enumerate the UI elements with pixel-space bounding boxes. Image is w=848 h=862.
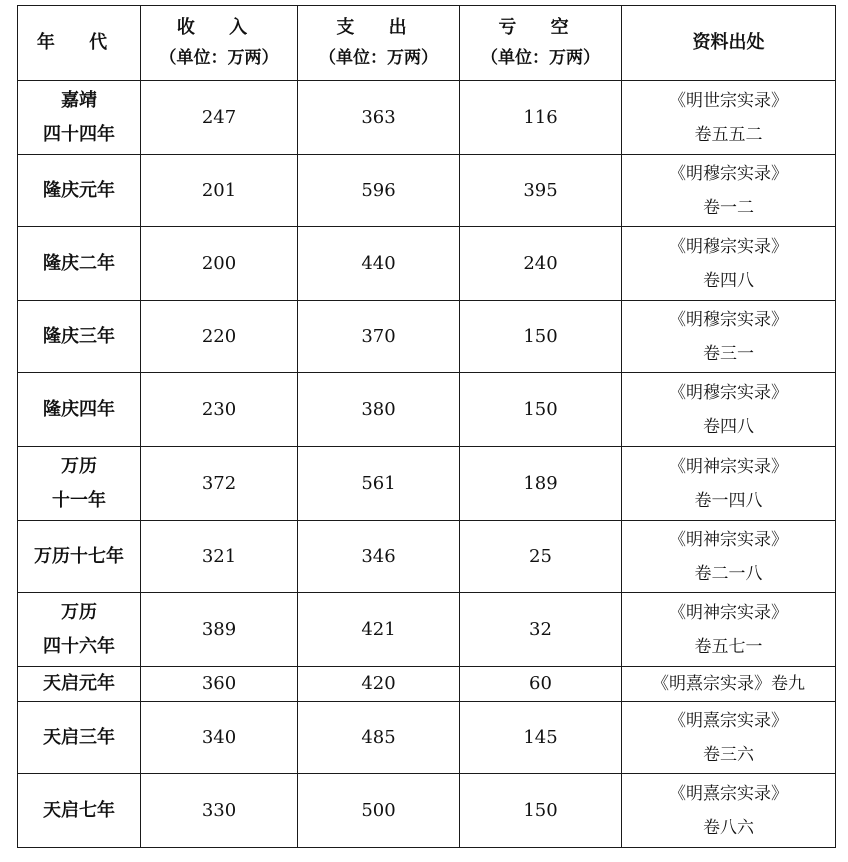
source-cell: [622, 593, 836, 667]
source-line: 卷三六: [703, 744, 754, 765]
source-line: 《明神宗实录》: [669, 529, 788, 550]
table-row: [18, 521, 836, 593]
era-cell: [18, 301, 141, 373]
source-line: 卷四八: [703, 416, 754, 437]
document-page: [17, 5, 836, 848]
source-cell: [622, 155, 836, 227]
source-cell: [622, 521, 836, 593]
income-cell: 360: [141, 667, 298, 702]
source-cell: [622, 81, 836, 155]
expense-cell: 485: [298, 702, 460, 774]
deficit-cell: 240: [460, 227, 622, 301]
era-line: 四十四年: [43, 123, 115, 145]
table-row: [18, 593, 836, 667]
table-row: [18, 667, 836, 702]
deficit-cell: 145: [460, 702, 622, 774]
deficit-cell: 150: [460, 373, 622, 447]
income-cell: 247: [141, 81, 298, 155]
source-cell: [622, 774, 836, 848]
source-line: 《明穆宗实录》: [669, 163, 788, 184]
table-row: [18, 81, 836, 155]
income-cell: 330: [141, 774, 298, 848]
source-line: 《明熹宗实录》: [669, 710, 788, 731]
era-line: 万历: [61, 601, 97, 623]
income-cell: 389: [141, 593, 298, 667]
table-row: [18, 301, 836, 373]
era-line: 十一年: [52, 489, 106, 511]
era-cell: [18, 667, 141, 702]
era-line: 隆庆元年: [43, 179, 115, 201]
era-cell: [18, 702, 141, 774]
deficit-cell: 395: [460, 155, 622, 227]
table-body: [18, 81, 836, 848]
header-source-label: 资料出处: [692, 32, 765, 53]
source-line: 卷三一: [703, 343, 754, 364]
header-deficit-unit: （单位：万两）: [481, 48, 600, 68]
finance-table: [17, 5, 836, 848]
table-row: [18, 774, 836, 848]
source-line: 卷一四八: [694, 490, 763, 511]
era-line: 万历: [61, 455, 97, 477]
era-line: 隆庆四年: [43, 398, 115, 420]
income-cell: 340: [141, 702, 298, 774]
source-line: 卷四八: [703, 270, 754, 291]
header-income-label: 收 入: [176, 17, 262, 38]
era-line: 万历十七年: [34, 545, 124, 567]
table-row: [18, 447, 836, 521]
expense-cell: 346: [298, 521, 460, 593]
source-line: 卷五七一: [694, 636, 763, 657]
income-cell: 321: [141, 521, 298, 593]
deficit-cell: 25: [460, 521, 622, 593]
era-cell: [18, 373, 141, 447]
table-header-row: [18, 6, 836, 81]
source-cell: [622, 373, 836, 447]
source-line: 卷一二: [703, 197, 754, 218]
source-line: 卷二一八: [694, 563, 763, 584]
deficit-cell: 150: [460, 774, 622, 848]
income-cell: 200: [141, 227, 298, 301]
era-line: 天启七年: [43, 799, 115, 821]
header-expense-unit: （单位：万两）: [319, 48, 438, 68]
era-cell: [18, 81, 141, 155]
era-cell: [18, 155, 141, 227]
source-cell: [622, 702, 836, 774]
era-line: 嘉靖: [61, 89, 97, 111]
expense-cell: 440: [298, 227, 460, 301]
expense-cell: 363: [298, 81, 460, 155]
era-cell: [18, 447, 141, 521]
header-era: [18, 6, 141, 81]
era-line: 天启元年: [43, 673, 115, 694]
era-line: 隆庆二年: [43, 252, 115, 274]
table-row: [18, 227, 836, 301]
era-line: 隆庆三年: [43, 325, 115, 347]
era-cell: [18, 593, 141, 667]
source-line: 《明穆宗实录》: [669, 309, 788, 330]
source-line: 《明熹宗实录》: [669, 783, 788, 804]
header-income-unit: （单位：万两）: [159, 48, 279, 68]
expense-cell: 380: [298, 373, 460, 447]
source-cell: [622, 227, 836, 301]
era-cell: [18, 774, 141, 848]
deficit-cell: 60: [460, 667, 622, 702]
source-line: 《明世宗实录》: [669, 90, 788, 111]
income-cell: 220: [141, 301, 298, 373]
source-line: 《明神宗实录》: [669, 602, 788, 623]
source-line: 《明穆宗实录》: [669, 236, 788, 257]
header-deficit-label: 亏 空: [498, 17, 583, 38]
income-cell: 201: [141, 155, 298, 227]
era-line: 天启三年: [43, 726, 115, 748]
header-era-label: 年 代: [36, 32, 122, 53]
table-row: [18, 373, 836, 447]
expense-cell: 420: [298, 667, 460, 702]
source-cell: [622, 667, 836, 702]
source-line: 卷五五二: [694, 124, 763, 145]
era-cell: [18, 227, 141, 301]
era-line: 四十六年: [43, 635, 115, 657]
expense-cell: 370: [298, 301, 460, 373]
header-income: [141, 6, 298, 81]
income-cell: 230: [141, 373, 298, 447]
table-row: [18, 702, 836, 774]
expense-cell: 561: [298, 447, 460, 521]
expense-cell: 500: [298, 774, 460, 848]
source-line: 《明熹宗实录》卷九: [652, 674, 805, 694]
deficit-cell: 189: [460, 447, 622, 521]
expense-cell: 596: [298, 155, 460, 227]
source-cell: [622, 301, 836, 373]
deficit-cell: 150: [460, 301, 622, 373]
deficit-cell: 116: [460, 81, 622, 155]
expense-cell: 421: [298, 593, 460, 667]
era-cell: [18, 521, 141, 593]
header-source: [622, 6, 836, 81]
source-cell: [622, 447, 836, 521]
source-line: 《明神宗实录》: [669, 456, 788, 477]
source-line: 《明穆宗实录》: [669, 382, 788, 403]
deficit-cell: 32: [460, 593, 622, 667]
source-line: 卷八六: [703, 817, 754, 838]
income-cell: 372: [141, 447, 298, 521]
table-row: [18, 155, 836, 227]
header-deficit: [460, 6, 622, 81]
header-expense-label: 支 出: [336, 17, 421, 38]
header-expense: [298, 6, 460, 81]
